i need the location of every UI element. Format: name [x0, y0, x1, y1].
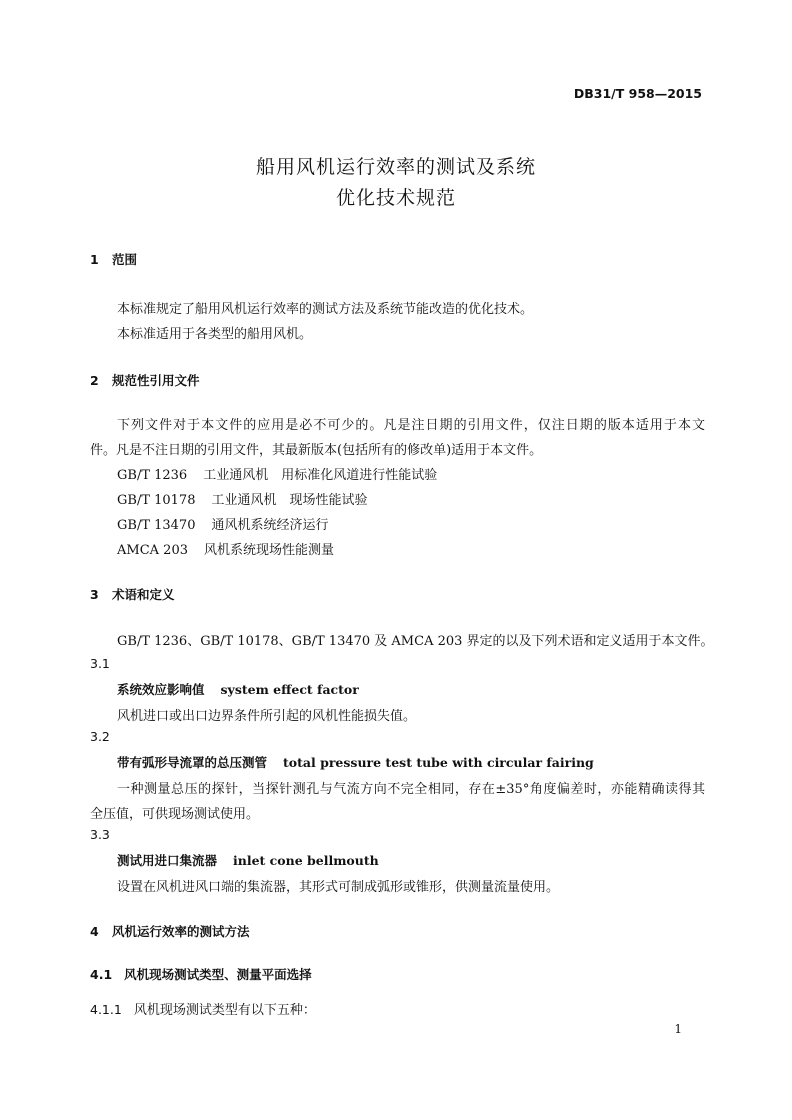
term-definition: 全压值，可供现场测试使用。: [90, 807, 260, 822]
section-title: 术语和定义: [112, 587, 175, 602]
subsection-4-1-heading: [90, 965, 312, 983]
document-title-line1: 船用风机运行效率的测试及系统: [255, 156, 536, 178]
term-en: inlet cone bellmouth: [233, 853, 379, 868]
reference-title: 风机系统现场性能测量: [203, 543, 334, 558]
term-heading: [117, 851, 379, 869]
reference-code: GB/T 13470: [117, 518, 196, 533]
subsection-title: 风机现场测试类型、测量平面选择: [124, 967, 312, 982]
section-2-heading: [90, 371, 200, 389]
section-title: 规范性引用文件: [112, 373, 200, 388]
term-en: total pressure test tube with circular fairing: [283, 755, 594, 770]
term-zh: 系统效应影响值: [117, 682, 205, 697]
reference-code: GB/T 1236: [117, 468, 188, 483]
paragraph: 本标准规定了船用风机运行效率的测试方法及系统节能改造的优化技术。: [117, 302, 534, 317]
clause-4-1-1: [90, 999, 316, 1018]
reference-item: [117, 489, 368, 508]
term-number: 3.1: [90, 656, 110, 671]
section-4-heading: [90, 922, 250, 940]
term-en: system effect factor: [220, 682, 359, 697]
paragraph: 下列文件对于本文件的应用是必不可少的。凡是注日期的引用文件，仅注日期的版本适用于本文: [117, 418, 705, 433]
term-number: 3.3: [90, 827, 110, 842]
term-zh: 带有弧形导流罩的总压测管: [117, 755, 268, 770]
reference-title: 工业通风机 用标准化风道进行性能试验: [203, 468, 438, 483]
section-number: 2: [90, 373, 99, 388]
term-number: 3.2: [90, 729, 110, 744]
term-definition: 设置在风机进风口端的集流器，其形式可制成弧形或锥形，供测量流量使用。: [117, 880, 560, 895]
section-1-heading: [90, 250, 137, 268]
clause-number: 4.1.1: [90, 1002, 122, 1017]
clause-text: 风机现场测试类型有以下五种：: [133, 1003, 316, 1018]
paragraph: 本标准适用于各类型的船用风机。: [117, 327, 313, 342]
reference-code: GB/T 10178: [117, 493, 196, 508]
term-heading: [117, 680, 359, 698]
reference-item: [117, 514, 329, 533]
reference-item: [117, 464, 437, 483]
section-title: 风机运行效率的测试方法: [112, 924, 250, 939]
paragraph: 件。凡是不注日期的引用文件，其最新版本(包括所有的修改单)适用于本文件。: [90, 443, 543, 458]
section-title: 范围: [112, 252, 138, 267]
subsection-number: 4.1: [90, 967, 113, 982]
paragraph: GB/T 1236、GB/T 10178、GB/T 13470 及 AMCA 203 界定的以及下列术语和定义适用于本文件。: [117, 634, 714, 649]
document-title-line2: 优化技术规范: [335, 187, 456, 209]
reference-title: 工业通风机 现场性能试验: [211, 493, 368, 508]
reference-title: 通风机系统经济运行: [211, 518, 329, 533]
standard-code: DB31/T 958—2015: [573, 86, 702, 101]
term-zh: 测试用进口集流器: [117, 853, 218, 868]
section-3-heading: [90, 585, 175, 603]
reference-item: [117, 539, 334, 558]
page-number: 1: [674, 1022, 682, 1036]
term-heading: [117, 753, 594, 771]
term-definition: 风机进口或出口边界条件所引起的风机性能损失值。: [117, 709, 417, 724]
section-number: 4: [90, 924, 99, 939]
reference-code: AMCA 203: [117, 543, 188, 558]
section-number: 1: [90, 252, 99, 267]
section-number: 3: [90, 587, 99, 602]
term-definition: 一种测量总压的探针，当探针测孔与气流方向不完全相同，存在±35°角度偏差时，亦能精确读得其: [117, 782, 705, 797]
